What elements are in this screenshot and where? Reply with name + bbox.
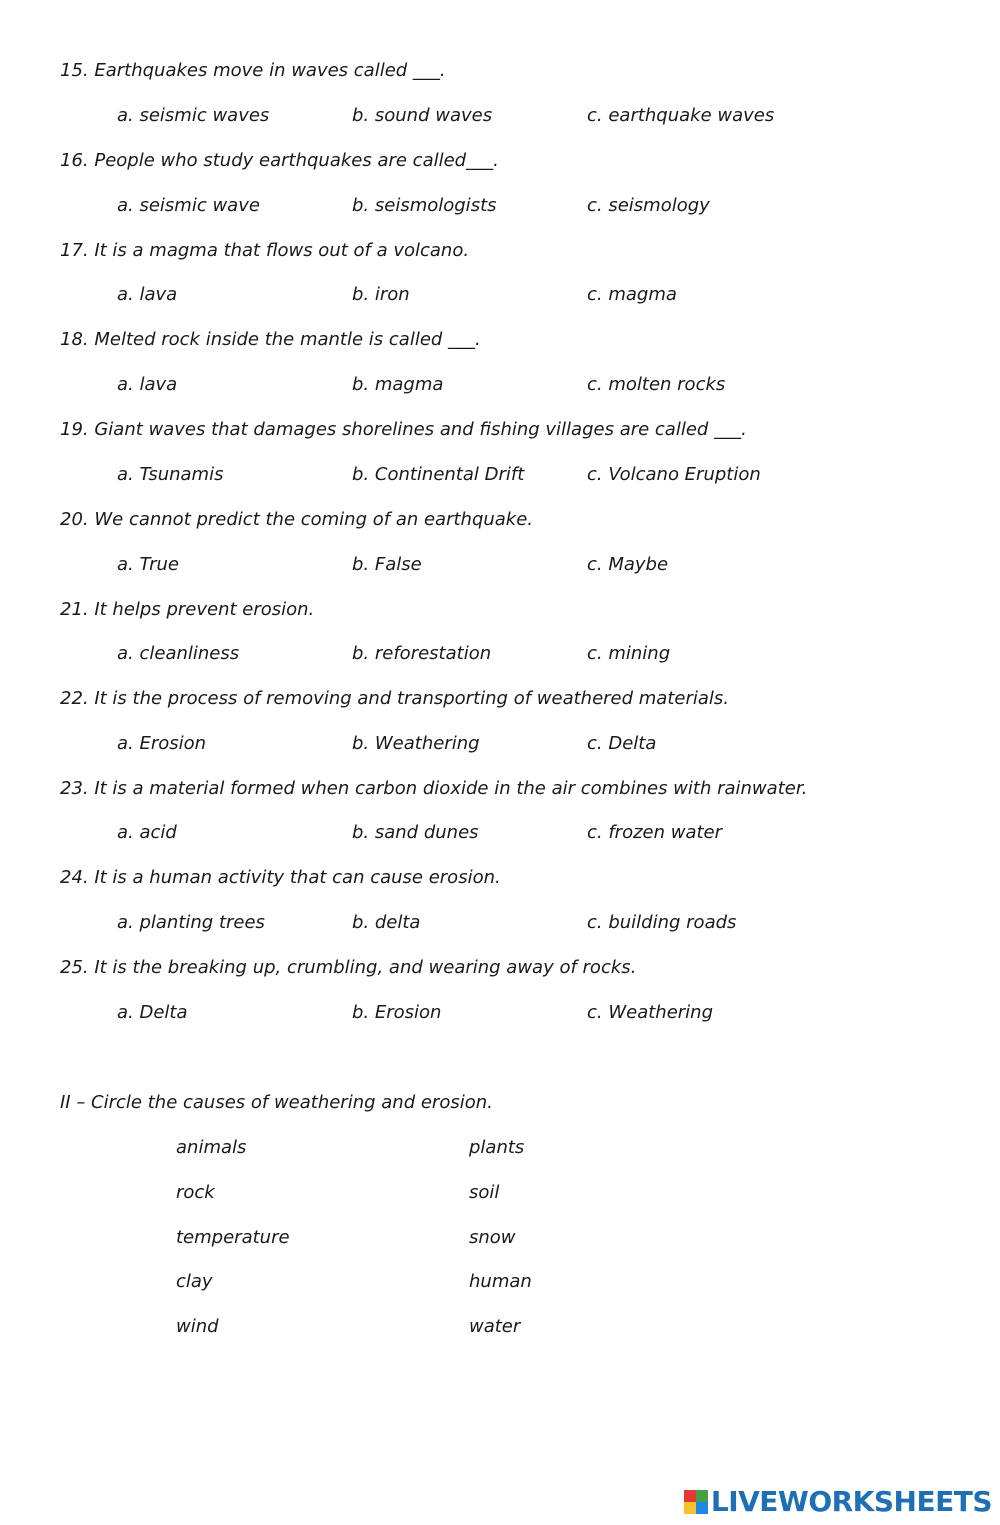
option-b[interactable]: b. Erosion (352, 1002, 442, 1023)
word-option[interactable]: snow (469, 1227, 516, 1248)
logo-square-yellow (684, 1502, 696, 1514)
question-16-options (117, 194, 937, 218)
section-2-title: II – Circle the causes of weathering and erosion. (60, 1092, 493, 1113)
question-17: 17. It is a magma that flows out of a volcano. (60, 240, 470, 261)
option-b[interactable]: b. reforestation (352, 643, 492, 664)
option-b[interactable]: b. Continental Drift (352, 464, 525, 485)
question-21: 21. It helps prevent erosion. (60, 599, 315, 620)
question-23-options (117, 821, 937, 845)
question-18-options (117, 373, 937, 397)
option-a[interactable]: a. lava (117, 284, 178, 305)
word-option[interactable]: temperature (176, 1227, 290, 1248)
option-c[interactable]: c. seismology (587, 195, 710, 216)
option-a[interactable]: a. Tsunamis (117, 464, 224, 485)
option-c[interactable]: c. molten rocks (587, 374, 726, 395)
word-option[interactable]: human (469, 1271, 532, 1292)
option-c[interactable]: c. Delta (587, 733, 657, 754)
question-17-options (117, 283, 937, 307)
option-b[interactable]: b. seismologists (352, 195, 497, 216)
question-25-options (117, 1001, 937, 1025)
question-24-options (117, 911, 937, 935)
option-c[interactable]: c. earthquake waves (587, 105, 775, 126)
word-option[interactable]: wind (176, 1316, 219, 1337)
option-a[interactable]: a. seismic wave (117, 195, 260, 216)
option-a[interactable]: a. seismic waves (117, 105, 270, 126)
word-option[interactable]: rock (176, 1182, 215, 1203)
word-option[interactable]: soil (469, 1182, 500, 1203)
option-c[interactable]: c. magma (587, 284, 677, 305)
question-22-options (117, 732, 937, 756)
option-b[interactable]: b. iron (352, 284, 410, 305)
question-15: 15. Earthquakes move in waves called ___. (60, 60, 446, 81)
option-a[interactable]: a. cleanliness (117, 643, 240, 664)
question-19: 19. Giant waves that damages shorelines and fishing villages are called ___. (60, 419, 747, 440)
option-a[interactable]: a. Erosion (117, 733, 207, 754)
word-option[interactable]: plants (469, 1137, 525, 1158)
question-24: 24. It is a human activity that can cause erosion. (60, 867, 501, 888)
option-c[interactable]: c. building roads (587, 912, 737, 933)
option-b[interactable]: b. delta (352, 912, 421, 933)
option-a[interactable]: a. acid (117, 822, 177, 843)
question-21-options (117, 642, 937, 666)
option-c[interactable]: c. Volcano Eruption (587, 464, 761, 485)
option-b[interactable]: b. magma (352, 374, 444, 395)
option-a[interactable]: a. True (117, 554, 179, 575)
word-option[interactable]: water (469, 1316, 521, 1337)
option-b[interactable]: b. Weathering (352, 733, 480, 754)
logo-square-blue (696, 1502, 708, 1514)
option-b[interactable]: b. sand dunes (352, 822, 479, 843)
logo-text: LIVEWORKSHEETS (710, 1485, 992, 1518)
question-15-options (117, 104, 937, 128)
question-20: 20. We cannot predict the coming of an earthquake. (60, 509, 534, 530)
option-a[interactable]: a. lava (117, 374, 178, 395)
option-c[interactable]: c. Maybe (587, 554, 669, 575)
question-16: 16. People who study earthquakes are called___. (60, 150, 499, 171)
question-20-options (117, 553, 937, 577)
question-18: 18. Melted rock inside the mantle is called ___. (60, 329, 481, 350)
question-19-options (117, 463, 937, 487)
option-b[interactable]: b. False (352, 554, 422, 575)
option-c[interactable]: c. mining (587, 643, 671, 664)
question-22: 22. It is the process of removing and transporting of weathered materials. (60, 688, 729, 709)
option-c[interactable]: c. Weathering (587, 1002, 714, 1023)
option-a[interactable]: a. Delta (117, 1002, 188, 1023)
question-25: 25. It is the breaking up, crumbling, and wearing away of rocks. (60, 957, 637, 978)
logo-square-green (696, 1490, 708, 1502)
word-option[interactable]: animals (176, 1137, 247, 1158)
option-b[interactable]: b. sound waves (352, 105, 493, 126)
liveworksheets-mark-icon (684, 1490, 708, 1514)
word-option[interactable]: clay (176, 1271, 213, 1292)
option-a[interactable]: a. planting trees (117, 912, 265, 933)
question-23: 23. It is a material formed when carbon dioxide in the air combines with rainwater. (60, 778, 808, 799)
liveworksheets-logo (684, 1485, 992, 1519)
logo-square-red (684, 1490, 696, 1502)
option-c[interactable]: c. frozen water (587, 822, 723, 843)
